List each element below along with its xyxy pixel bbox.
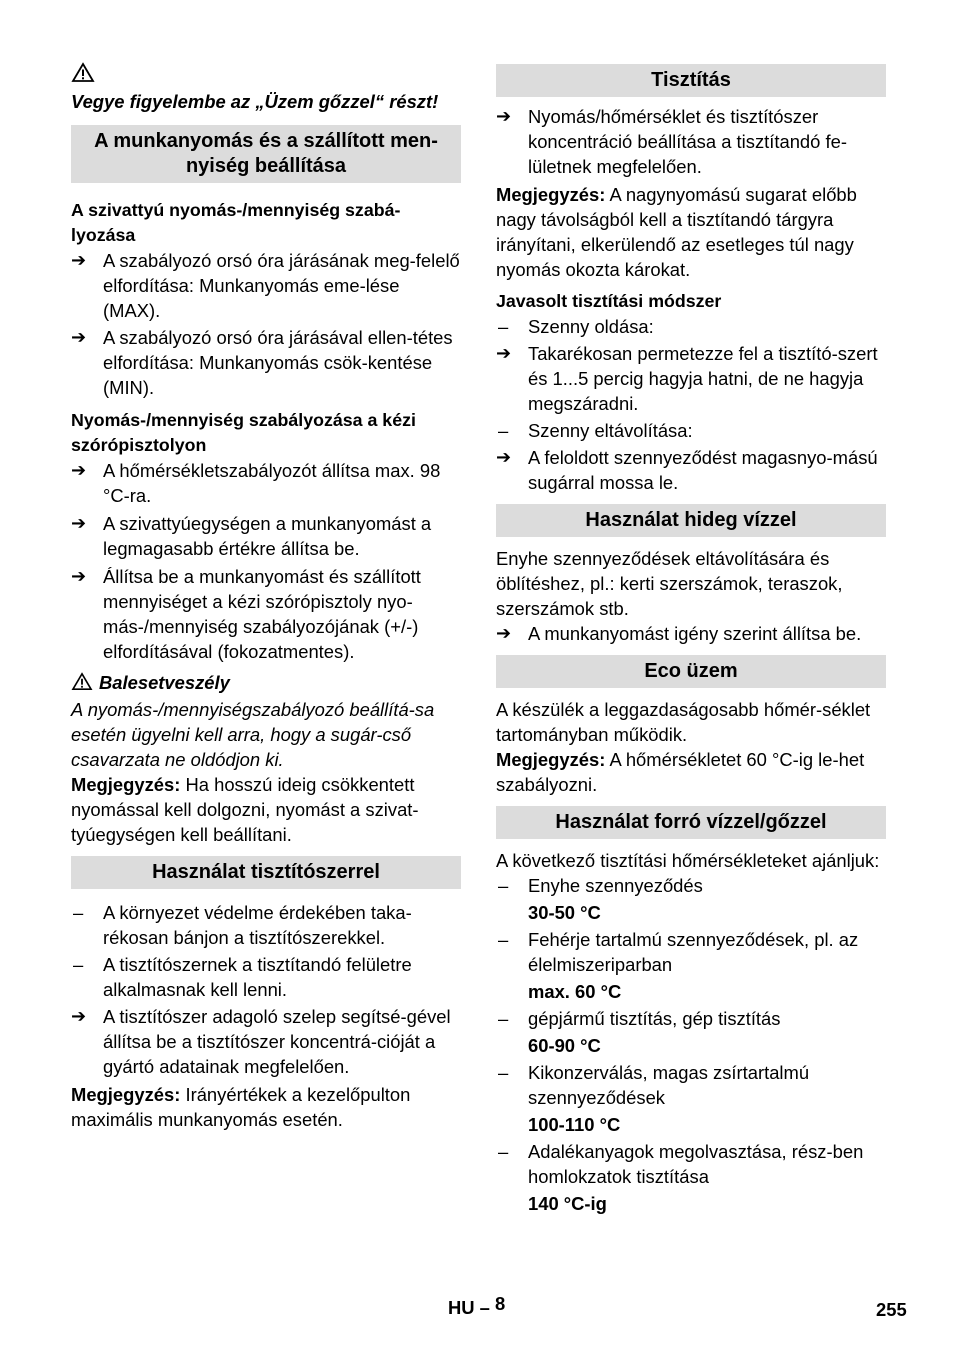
arrow-right-icon: ➔ [71, 1006, 87, 1026]
footer-lang-code: HU – [448, 1297, 496, 1318]
list-item [71, 564, 461, 664]
section-title-eco: Eco üzem [496, 655, 886, 688]
note-text: Irányértékek a kezelőpulton maximális munkanyomás esetén. [71, 1084, 411, 1130]
left-column [71, 60, 461, 1132]
temperature-value: max. 60 °C [528, 981, 622, 1002]
dash-marker: – [498, 1008, 509, 1029]
arrow-right-icon: ➔ [496, 447, 512, 467]
page-number: 255 [876, 1299, 907, 1320]
list-item [496, 1060, 886, 1110]
arrow-right-icon: ➔ [496, 343, 512, 363]
list-item [71, 248, 461, 323]
warning-triangle-icon [71, 672, 93, 691]
list-item [496, 314, 886, 339]
note [71, 1082, 461, 1132]
list-item [496, 1006, 886, 1031]
section-title-line: nyiség beállítása [185, 155, 347, 177]
note-text: A hőmérsékletet 60 °C-ig le-het szabályozni. [496, 749, 865, 795]
section-title-cleaning: Tisztítás [496, 64, 886, 97]
list-item-text: Szenny eltávolítása: [528, 420, 693, 441]
dash-marker: – [498, 420, 509, 441]
note-text: Ha hosszú ideig csökkentett nyomással kell dolgozni, nyomást a szivat-tyúegységen kell beállítani. [71, 774, 419, 845]
footer-language [448, 1293, 506, 1319]
list-item-text: Nyomás/hőmérséklet és tisztítószer koncentráció beállítása a tisztítandó fe-lületnek megfelelően. [528, 106, 847, 177]
arrow-right-icon: ➔ [71, 327, 87, 347]
list-item-text: A környezet védelme érdekében taka-rékosan bánjon a tisztítószerekkel. [103, 902, 412, 948]
arrow-right-icon: ➔ [496, 106, 512, 126]
note [496, 182, 886, 282]
dash-marker: – [498, 1141, 509, 1162]
list-item-text: A tisztítószernek a tisztítandó felületre alkalmasnak kell lenni. [103, 954, 412, 1000]
dash-marker: – [73, 954, 84, 975]
list-item-text: A szivattyúegységen a munkanyomást a legmagasabb értékre állítsa be. [103, 513, 432, 559]
list-item-text: Kikonzerválás, magas zsírtartalmú szennyeződések [528, 1062, 810, 1108]
list-item-text: gépjármű tisztítás, gép tisztítás [528, 1008, 781, 1029]
note-text: A nagynyomású sugarat előbb nagy távolságból kell a tisztítandó tárgyra irányítani, elkerülendő az esetleges túl nagy nyomás okozta károkat. [496, 184, 857, 280]
list-item [496, 1139, 886, 1189]
list-item [71, 900, 461, 950]
list-item-text: Szenny oldása: [528, 316, 654, 337]
subheading-pump-regulation: A szivattyú nyomás-/mennyiség szabá-lyozása [71, 200, 401, 245]
section-title-cold-water: Használat hideg vízzel [496, 504, 886, 537]
temperature-value: 100-110 °C [528, 1114, 621, 1135]
list-item-text: Enyhe szennyeződés [528, 875, 703, 896]
dash-marker: – [498, 929, 509, 950]
subheading-recommended-method: Javasolt tisztítási módszer [496, 291, 722, 311]
list-item [496, 104, 886, 179]
arrow-right-icon: ➔ [71, 513, 87, 533]
list-item [496, 927, 886, 977]
danger-label: Balesetveszély [99, 672, 230, 693]
section-title-hot-water: Használat forró vízzel/gőzzel [496, 806, 886, 839]
note-label: Megjegyzés: [71, 1084, 181, 1105]
list-item [496, 621, 886, 646]
list-item-text: Fehérje tartalmú szennyeződések, pl. az élelmiszeriparban [528, 929, 859, 975]
dash-marker: – [498, 1062, 509, 1083]
dash-marker: – [73, 902, 84, 923]
subheading-gun-regulation: Nyomás-/mennyiség szabályozása a kézi szórópisztolyon [71, 410, 416, 455]
arrow-right-icon: ➔ [71, 460, 87, 480]
list-item-text: Takarékosan permetezze fel a tisztító-szert és 1...5 percig hagyja hatni, de ne hagyja megszáradni. [528, 343, 878, 414]
danger-text: A nyomás-/mennyiségszabályozó beállítá-sa esetén ügyelni kell arra, hogy a sugár-cső csavarzata ne oldódjon ki. [71, 699, 435, 770]
list-item [496, 873, 886, 898]
temperature-value: 30-50 °C [528, 902, 601, 923]
list-item-text: A szabályozó orsó óra járásával ellen-tétes elfordítása: Munkanyomás csök-kentése (MIN). [103, 327, 453, 398]
section-title-work-pressure [71, 125, 461, 183]
temperature-value: 140 °C-ig [528, 1193, 607, 1214]
list-item [71, 511, 461, 561]
arrow-right-icon: ➔ [71, 250, 87, 270]
section-title-line: A munkanyomás és a szállított men- [94, 130, 438, 152]
list-item [71, 952, 461, 1002]
warning-note: Vegye figyelembe az „Üzem gőzzel“ részt! [71, 91, 439, 112]
list-item-text: A szabályozó orsó óra járásának meg-felelő elfordítása: Munkanyomás eme-lése (MAX). [103, 250, 460, 321]
list-item [496, 341, 886, 416]
paragraph: A készülék a leggazdaságosabb hőmér-séklet tartományban működik. [496, 699, 871, 745]
list-item [496, 418, 886, 443]
warning-triangle-icon [71, 62, 95, 83]
list-item [496, 445, 886, 495]
list-item-text: A hőmérsékletszabályozót állítsa max. 98 °C-ra. [103, 460, 441, 506]
note-label: Megjegyzés: [496, 749, 606, 770]
list-item [71, 325, 461, 400]
right-column [496, 64, 886, 1216]
list-item-text: Állítsa be a munkanyomást és szállított mennyiséget a kézi szórópisztoly nyo-más-/mennyiség szabályozójának (+/-) elfordításával (fokozatmentes). [103, 566, 421, 662]
paragraph: Enyhe szennyeződések eltávolítására és öblítéshez, pl.: kerti szerszámok, teraszok, szerszámok stb. [496, 548, 843, 619]
list-item [71, 1004, 461, 1079]
list-item-text: A feloldott szennyeződést magasnyo-mású sugárral mossa le. [528, 447, 878, 493]
warning-row [71, 60, 461, 85]
arrow-right-icon: ➔ [496, 623, 512, 643]
footer-lang-page: 8 [495, 1293, 506, 1314]
temperature-value: 60-90 °C [528, 1035, 601, 1056]
note [71, 772, 461, 847]
note [496, 747, 886, 797]
paragraph: A következő tisztítási hőmérsékleteket ajánljuk: [496, 850, 880, 871]
note-label: Megjegyzés: [71, 774, 181, 795]
danger-heading [71, 670, 461, 695]
dash-marker: – [498, 316, 509, 337]
list-item [71, 458, 461, 508]
list-item-text: A munkanyomást igény szerint állítsa be. [528, 623, 862, 644]
list-item-text: A tisztítószer adagoló szelep segítsé-gével állítsa be a tisztítószer koncentrá-cióját a gyártó adatainak megfelelően. [103, 1006, 451, 1077]
dash-marker: – [498, 875, 509, 896]
arrow-right-icon: ➔ [71, 566, 87, 586]
note-label: Megjegyzés: [496, 184, 606, 205]
section-title-detergent: Használat tisztítószerrel [71, 856, 461, 889]
list-item-text: Adalékanyagok megolvasztása, rész-ben homlokzatok tisztítása [528, 1141, 864, 1187]
